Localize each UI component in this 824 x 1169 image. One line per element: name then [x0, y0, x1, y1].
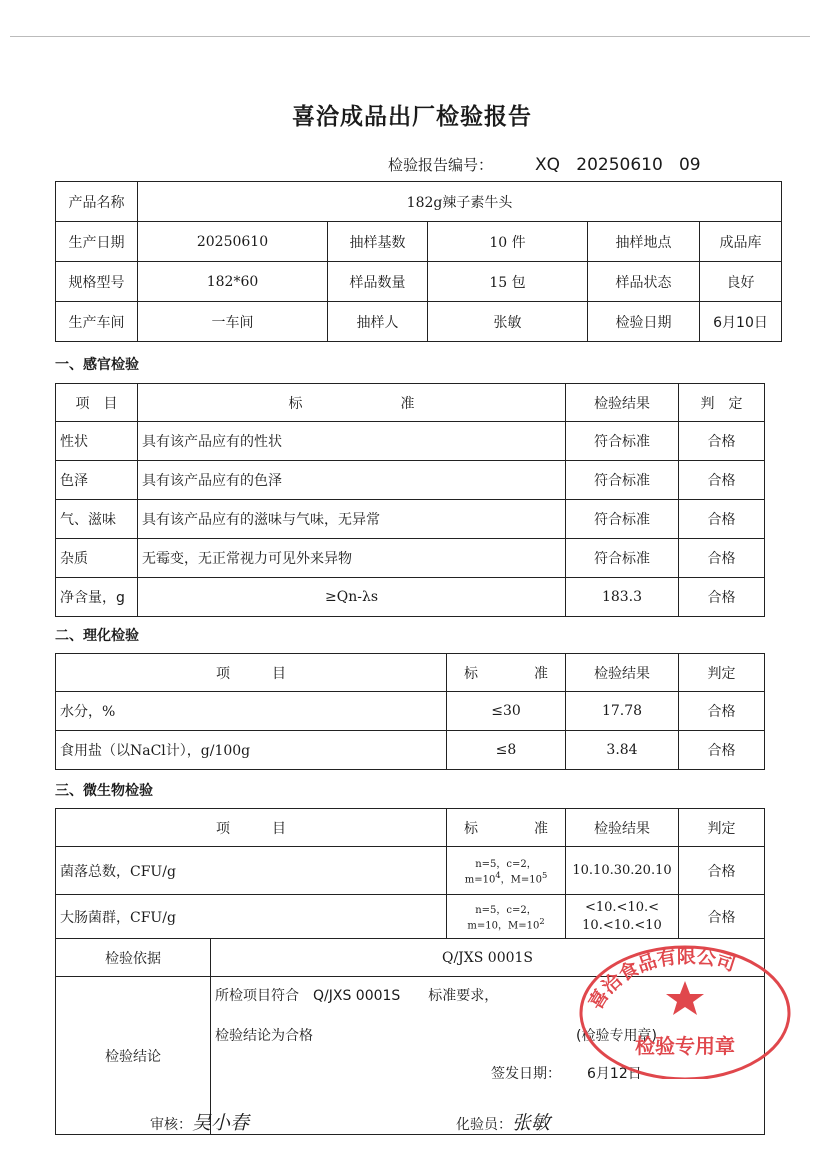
physchem-result: 17.78 — [566, 692, 679, 731]
seal-label: (检验专用章) — [576, 1028, 657, 1044]
conclusion-line2: 检验结论为合格 — [215, 1028, 313, 1044]
inspector-label: 化验员： — [456, 1117, 512, 1133]
micro-std-line2: $m=10^4$，$M=10^5$ — [464, 870, 548, 886]
sampler-label: 抽样人 — [328, 302, 428, 342]
inspect-date-value: 6月10日 — [700, 302, 782, 342]
sensory-col-judge: 判 定 — [679, 384, 765, 422]
micro-result: <10.<10.< 10.<10.<10 — [566, 895, 679, 939]
sensory-col-item: 项 目 — [56, 384, 138, 422]
report-title: 喜洽成品出厂检验报告 — [292, 104, 532, 130]
production-date-label: 生产日期 — [56, 222, 138, 262]
spec-value: 182*60 — [138, 262, 328, 302]
report-number — [388, 154, 701, 175]
conclusion-line1: 所检项目符合 Q/JXS 0001S 标准要求， — [215, 988, 499, 1004]
inspector — [456, 1108, 550, 1135]
physchem-col-result: 检验结果 — [566, 654, 679, 692]
micro-item: 菌落总数，CFU/g — [56, 847, 447, 895]
report-number-value: XQ 20250610 09 — [535, 155, 701, 175]
sensory-item: 杂质 — [56, 539, 138, 578]
physchem-col-std: 标 准 — [447, 654, 566, 692]
sensory-judge: 合格 — [679, 539, 765, 578]
inspect-date-label: 检验日期 — [588, 302, 700, 342]
product-name-value: 182g辣子素牛头 — [138, 182, 782, 222]
sensory-result: 符合标准 — [566, 539, 679, 578]
sensory-judge: 合格 — [679, 578, 765, 617]
sample-base-value: 10 件 — [428, 222, 588, 262]
physchem-table — [55, 653, 765, 770]
sensory-result: 符合标准 — [566, 461, 679, 500]
sensory-judge: 合格 — [679, 422, 765, 461]
star-icon — [666, 981, 704, 1015]
micro-item: 大肠菌群，CFU/g — [56, 895, 447, 939]
sensory-col-result: 检验结果 — [566, 384, 679, 422]
inspector-signature: 张敏 — [512, 1112, 551, 1134]
sensory-item: 色泽 — [56, 461, 138, 500]
production-date-value: 20250610 — [138, 222, 328, 262]
micro-std — [447, 895, 566, 939]
micro-heading: 三、微生物检验 — [55, 783, 153, 799]
sensory-std: 具有该产品应有的性状 — [138, 422, 566, 461]
physchem-heading: 二、理化检验 — [55, 628, 139, 644]
basis-label: 检验依据 — [56, 939, 211, 977]
sensory-heading: 一、感官检验 — [55, 357, 139, 373]
sampler-value: 张敏 — [428, 302, 588, 342]
physchem-result: 3.84 — [566, 731, 679, 770]
product-name-label: 产品名称 — [56, 182, 138, 222]
micro-std-line1: n=5，c=2， — [475, 859, 537, 871]
physchem-col-judge: 判定 — [679, 654, 765, 692]
micro-judge: 合格 — [679, 895, 765, 939]
sample-qty-label: 样品数量 — [328, 262, 428, 302]
stamp-bottom-text: 检验专用章 — [635, 1034, 735, 1058]
sample-base-label: 抽样基数 — [328, 222, 428, 262]
sensory-result: 符合标准 — [566, 500, 679, 539]
sample-state-label: 样品状态 — [588, 262, 700, 302]
micro-result: 10.10.30.20.10 — [566, 847, 679, 895]
physchem-std: ≤30 — [447, 692, 566, 731]
sensory-std: 无霉变，无正常视力可见外来异物 — [138, 539, 566, 578]
sensory-judge: 合格 — [679, 461, 765, 500]
product-info-table — [55, 181, 782, 342]
issue-date: 签发日期： 6月12日 — [491, 1066, 642, 1082]
sensory-result: 183.3 — [566, 578, 679, 617]
sample-place-value: 成品库 — [700, 222, 782, 262]
spec-label: 规格型号 — [56, 262, 138, 302]
reviewer — [150, 1108, 249, 1135]
sensory-table — [55, 383, 765, 617]
reviewer-signature: 吴小春 — [192, 1112, 250, 1134]
sample-state-value: 良好 — [700, 262, 782, 302]
physchem-item: 水分，% — [56, 692, 447, 731]
micro-col-std: 标 准 — [447, 809, 566, 847]
sensory-item: 性状 — [56, 422, 138, 461]
sensory-judge: 合格 — [679, 500, 765, 539]
workshop-value: 一车间 — [138, 302, 328, 342]
micro-col-result: 检验结果 — [566, 809, 679, 847]
physchem-std: ≤8 — [447, 731, 566, 770]
workshop-label: 生产车间 — [56, 302, 138, 342]
reviewer-label: 审核： — [150, 1117, 192, 1133]
sensory-col-std: 标 准 — [138, 384, 566, 422]
conclusion-label: 检验结论 — [56, 977, 211, 1135]
sensory-item: 气、滋味 — [56, 500, 138, 539]
sample-place-label: 抽样地点 — [588, 222, 700, 262]
sensory-item: 净含量，g — [56, 578, 138, 617]
top-rule — [10, 36, 810, 37]
micro-col-judge: 判定 — [679, 809, 765, 847]
sensory-result: 符合标准 — [566, 422, 679, 461]
physchem-judge: 合格 — [679, 692, 765, 731]
company-seal-stamp — [574, 933, 796, 1079]
sample-qty-value: 15 包 — [428, 262, 588, 302]
micro-std-line2: m=10，$M=10^2$ — [467, 916, 545, 932]
micro-col-item: 项 目 — [56, 809, 447, 847]
physchem-judge: 合格 — [679, 731, 765, 770]
physchem-item: 食用盐（以NaCl计），g/100g — [56, 731, 447, 770]
sensory-std: 具有该产品应有的色泽 — [138, 461, 566, 500]
micro-std-line1: n=5，c=2， — [475, 905, 537, 917]
basis-value: Q/JXS 0001S — [211, 939, 765, 977]
report-number-label: 检验报告编号： — [388, 156, 494, 174]
micro-std — [447, 847, 566, 895]
sensory-std: ≥Qn-λs — [138, 578, 566, 617]
sensory-std: 具有该产品应有的滋味与气味，无异常 — [138, 500, 566, 539]
physchem-col-item: 项 目 — [56, 654, 447, 692]
stamp-company-text: 喜洽食品有限公司 — [584, 945, 739, 1014]
micro-judge: 合格 — [679, 847, 765, 895]
